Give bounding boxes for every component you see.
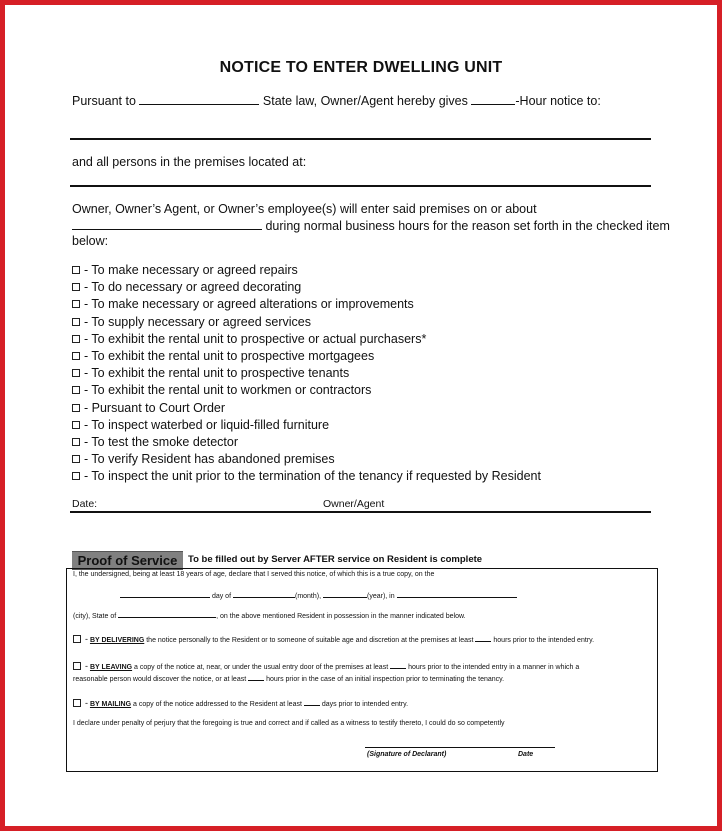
persons-line: and all persons in the premises located at: [72,155,307,169]
year-blank[interactable] [323,591,367,598]
checkbox-icon[interactable] [72,421,80,429]
checkbox-icon[interactable] [72,283,80,291]
pursuant-middle: State law, Owner/Agent hereby gives [262,94,468,108]
reason-item[interactable]: - To exhibit the rental unit to prospective or actual purchasers* [72,331,541,348]
below-line: below: [72,234,109,248]
delivering-hours-blank[interactable] [475,635,491,642]
leaving-initial-hours-blank[interactable] [248,674,264,681]
leaving-hours-blank[interactable] [390,662,406,669]
reason-item[interactable]: - Pursuant to Court Order [72,400,541,417]
proof-of-service-subheader: To be filled out by Server AFTER service on Resident is complete [188,554,483,565]
premises-address-line[interactable] [70,185,651,187]
checkbox-icon[interactable] [72,386,80,394]
checkbox-icon[interactable] [72,369,80,377]
proof-date-label: Date [518,751,534,758]
pursuant-prefix: Pursuant to [72,94,136,108]
checkbox-icon[interactable] [72,318,80,326]
leaving-row-2: reasonable person would discover the notice, or at least hours prior in the case of an initial inspection prior to terminating the tenancy. [73,676,505,683]
owner-agent-label: Owner/Agent [323,498,385,510]
proof-date-row: day of (month), (year), in [120,591,517,600]
reason-item[interactable]: - To do necessary or agreed decorating [72,279,541,296]
checkbox-icon[interactable] [72,266,80,274]
during-line-row [72,218,670,233]
mailing-row: - BY MAILING a copy of the notice addressed to the Resident at least days prior to intended entry. [73,698,408,708]
reason-item[interactable]: - To make necessary or agreed repairs [72,262,541,279]
checkbox-icon[interactable] [72,404,80,412]
reason-item[interactable]: - To test the smoke detector [72,434,541,451]
date-owner-signature-line[interactable] [70,511,651,513]
month-blank[interactable] [233,591,295,598]
checkbox-icon[interactable] [72,438,80,446]
leaving-row: - BY LEAVING a copy of the notice at, near, or under the usual entry door of the premises at least hours prior to the intended entry in a manner in which a [73,661,579,671]
checkbox-icon[interactable] [72,352,80,360]
reason-item[interactable]: - To exhibit the rental unit to workmen or contractors [72,382,541,399]
reason-item[interactable]: - To exhibit the rental unit to prospective tenants [72,365,541,382]
leaving-checkbox-icon[interactable] [73,662,81,670]
reason-item[interactable]: - To verify Resident has abandoned premises [72,451,541,468]
reason-item[interactable]: - To supply necessary or agreed services [72,314,541,331]
reason-item[interactable]: - To inspect waterbed or liquid-filled furniture [72,417,541,434]
pursuant-line [72,93,601,108]
mailing-checkbox-icon[interactable] [73,699,81,707]
checkbox-icon[interactable] [72,300,80,308]
date-label: Date: [72,498,98,510]
checkbox-icon[interactable] [72,455,80,463]
reason-list [72,262,541,485]
delivering-checkbox-icon[interactable] [73,635,81,643]
reason-item[interactable]: - To inspect the unit prior to the termination of the tenancy if requested by Resident [72,468,541,485]
proof-of-service-header: Proof of Service [72,551,183,570]
checkbox-icon[interactable] [72,472,80,480]
entry-date-blank[interactable] [72,218,262,230]
reason-item[interactable]: - To make necessary or agreed alterations or improvements [72,296,541,313]
tenant-name-line[interactable] [70,138,651,140]
state-blank[interactable] [139,93,259,105]
proof-line1: I, the undersigned, being at least 18 years of age, declare that I served this notice, of which this is a true copy, on the [73,571,435,578]
pursuant-suffix: -Hour notice to: [515,94,601,108]
hour-blank[interactable] [471,93,515,105]
place-blank[interactable] [397,591,517,598]
mailing-days-blank[interactable] [304,699,320,706]
during-line: during normal business hours for the reason set forth in the checked item [265,219,670,233]
delivering-row: - BY DELIVERING the notice personally to the Resident or to someone of suitable age and discretion at the premises at least hours prior to the intended entry. [73,634,594,644]
enter-line: Owner, Owner’s Agent, or Owner’s employee(s) will enter said premises on or about [72,202,537,216]
signature-label: (Signature of Declarant) [367,751,447,758]
form-title: NOTICE TO ENTER DWELLING UNIT [219,59,503,76]
state-of-blank[interactable] [118,611,216,618]
day-blank[interactable] [120,591,210,598]
declarant-signature-line[interactable] [365,747,555,748]
reason-item[interactable]: - To exhibit the rental unit to prospective mortgagees [72,348,541,365]
checkbox-icon[interactable] [72,335,80,343]
proof-city-row: (city), State of , on the above mentioned Resident in possession in the manner indicated below. [73,613,466,620]
declaration-text: I declare under penalty of perjury that the foregoing is true and correct and if called as a witness to testify thereto, I could do so competently [73,720,505,727]
